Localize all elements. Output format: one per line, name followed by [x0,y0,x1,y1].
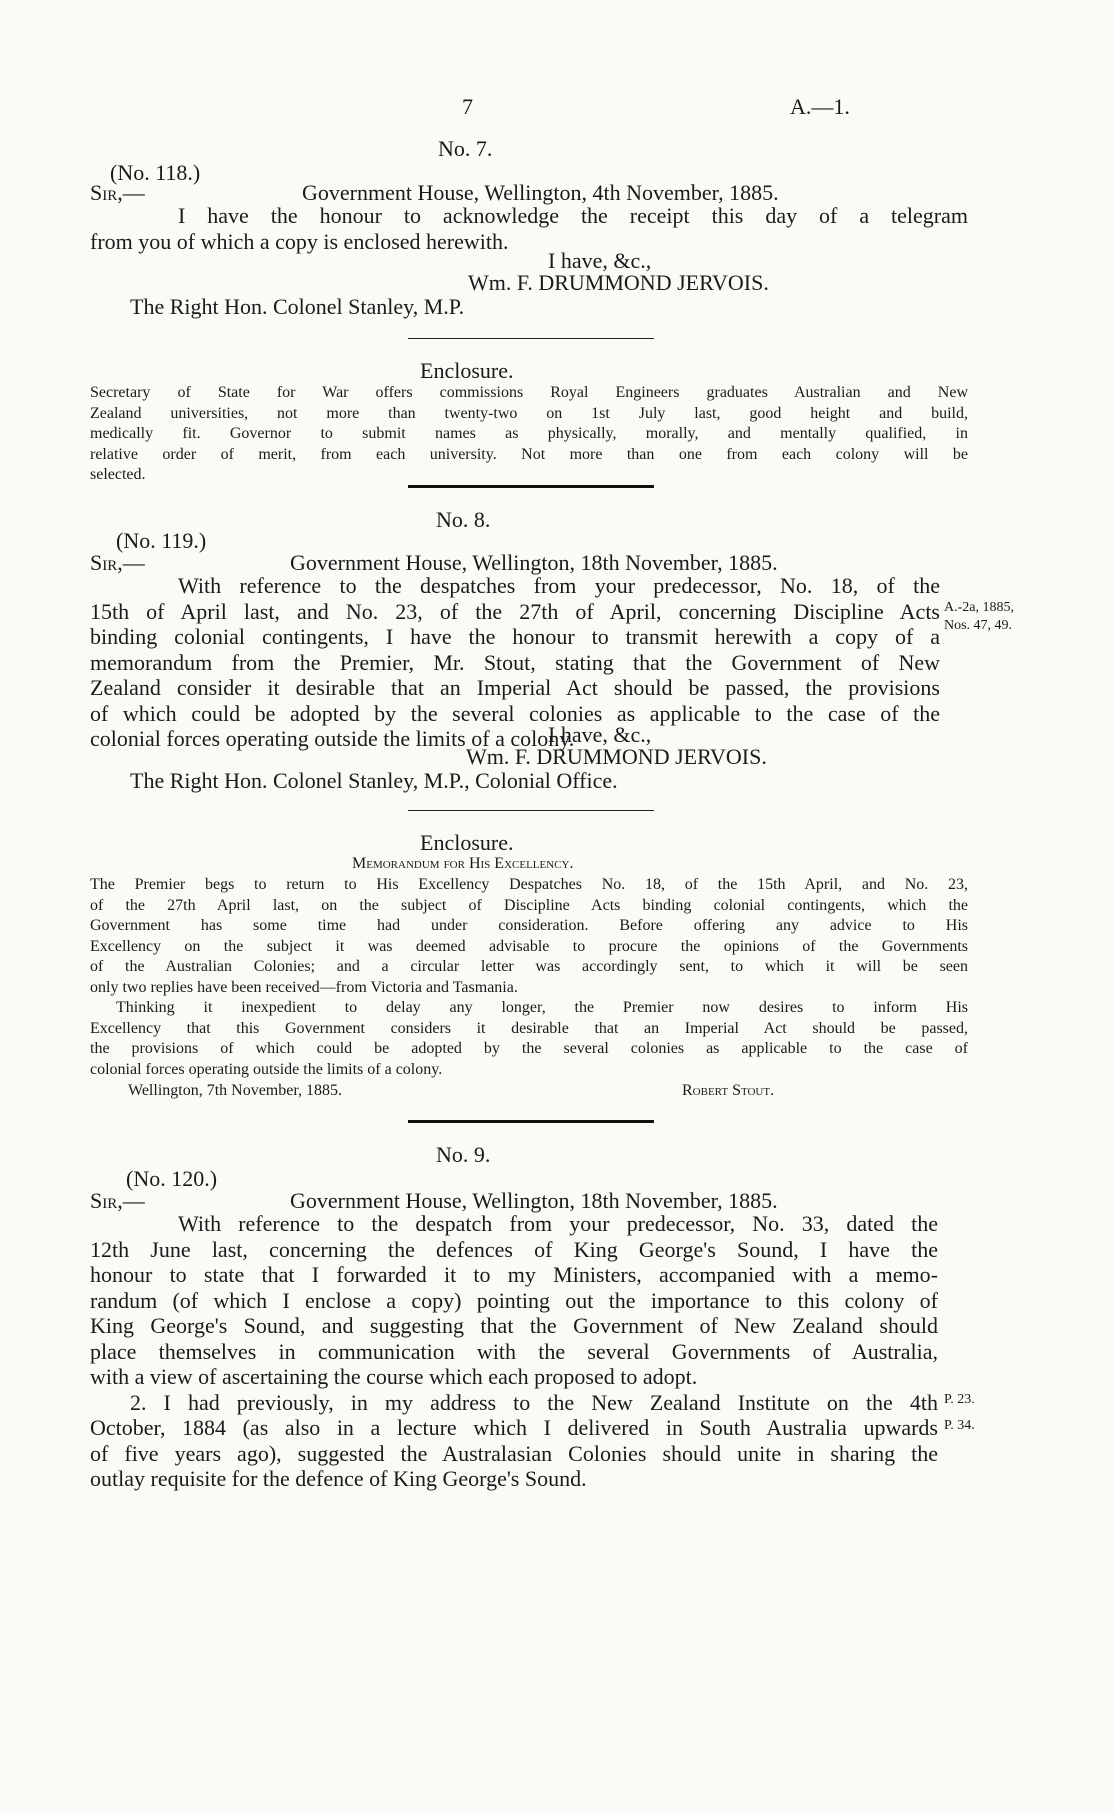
enclosure-line: selected. [90,466,146,483]
body-line: place themselves in communication with the several Governments of Australia, [90,1338,938,1364]
signature: Wm. F. DRUMMOND JERVOIS. [466,744,767,769]
body-line: 12th June last, concerning the defences of King George's Sound, I have the [90,1236,938,1262]
margin-note: P. 34. [944,1418,975,1433]
salutation: Sir,— [90,550,145,575]
memorandum-line: of the 27th April last, on the subject of Discipline Acts binding colonial contingents, which the [90,896,968,914]
dispatch-ref: (No. 118.) [110,160,201,185]
body-line: binding colonial contingents, I have the honour to transmit herewith a copy of a [90,624,940,649]
dispatch-body [90,203,968,254]
memorandum-line: The Premier begs to return to His Excellency Despatches No. 18, of the 15th April, and No. 23, [90,876,968,893]
document-series: A.—1. [790,94,850,119]
divider [408,810,654,811]
body-line: of five years ago), suggested the Australasian Colonies should unite in sharing the [90,1440,938,1466]
body-line: King George's Sound, and suggesting that the Government of New Zealand should [90,1313,938,1338]
body-line: of which could be adopted by the several colonies as applicable to the case of the [90,700,940,726]
body-line: I have the honour to acknowledge the receipt this day of a telegram [178,203,968,228]
body-line: 2. I had previously, in my address to the New Zealand Institute on the 4th [130,1389,938,1415]
page-number: 7 [462,94,473,119]
dispatch-ref: (No. 120.) [126,1166,218,1191]
memorandum-text [90,875,968,1080]
body-line: colonial forces operating outside the limits of a colony. [90,726,575,751]
place-date: Government House, Wellington, 18th November, 1885. [290,1188,778,1213]
dispatch-body [90,1211,938,1492]
memorandum-line: of the Australian Colonies; and a circular letter was accordingly sent, to which it will be seen [90,958,968,975]
dispatch-number: No. 8. [436,507,491,532]
body-line: outlay requisite for the defence of King George's Sound. [90,1466,587,1491]
signature: Wm. F. DRUMMOND JERVOIS. [468,270,769,295]
dispatch-number: No. 9. [436,1142,491,1167]
body-line: with a view of ascertaining the course which each proposed to adopt. [90,1364,698,1389]
body-line: October, 1884 (as also in a lecture which I delivered in South Australia upwards [90,1415,938,1440]
enclosure-line: relative order of merit, from each university. Not more than one from each colony will be [90,445,968,463]
body-line: With reference to the despatches from your predecessor, No. 18, of the [178,573,940,598]
enclosure-title: Enclosure. [420,830,514,855]
memorandum-line: Thinking it inexpedient to delay any longer, the Premier now desires to inform His [116,999,968,1016]
memorandum-line: Excellency on the subject it was deemed advisable to procure the opinions of the Governments [90,937,968,955]
body-line: honour to state that I forwarded it to my Ministers, accompanied with a memo- [90,1262,938,1287]
salutation: Sir,— [90,1188,145,1213]
memorandum-line: colonial forces operating outside the limits of a colony. [90,1060,443,1078]
memorandum-line: Excellency that this Government considers it desirable that an Imperial Act should be passed, [90,1019,968,1037]
body-line: Zealand consider it desirable that an Imperial Act should be passed, the provisions [90,675,940,700]
dispatch-body [90,573,940,752]
place-date: Government House, Wellington, 4th November, 1885. [302,180,779,205]
place-date: Government House, Wellington, 18th November, 1885. [290,550,778,575]
closing: I have, &c., [548,722,652,747]
body-line: 15th of April last, and No. 23, of the 27th of April, concerning Discipline Acts [90,598,940,624]
enclosure-line: medically fit. Governor to submit names as physically, morally, and mentally qualified, in [90,425,968,442]
enclosure-line: Zealand universities, not more than twenty-two on 1st July last, good height and build, [90,404,968,422]
salutation: Sir,— [90,180,145,205]
memorandum-line: only two replies have been received—from Victoria and Tasmania. [90,978,518,996]
memorandum-signature: Robert Stout. [682,1082,775,1099]
margin-note: A.-2a, 1885, [944,600,1014,615]
memorandum-title: Memorandum for His Excellency. [352,855,574,872]
margin-note: Nos. 47, 49. [944,618,1013,633]
addressee: The Right Hon. Colonel Stanley, M.P. [130,294,465,319]
memorandum-line: the provisions of which could be adopted by the several colonies as applicable to the case of [90,1040,968,1057]
divider [408,1120,654,1123]
closing: I have, &c., [548,248,652,273]
body-line: memorandum from the Premier, Mr. Stout, stating that the Government of New [90,649,940,675]
divider [408,338,654,339]
dispatch-number: No. 7. [438,136,493,161]
enclosure-text [90,383,968,486]
memorandum-place-date: Wellington, 7th November, 1885. [128,1082,343,1099]
body-line: from you of which a copy is enclosed herewith. [90,228,509,254]
memorandum-line: Government has some time had under consideration. Before offering any advice to His [90,917,968,934]
body-line: randum (of which I enclose a copy) pointing out the importance to this colony of [90,1287,938,1313]
divider [408,485,654,488]
enclosure-title: Enclosure. [420,358,514,383]
body-line: With reference to the despatch from your predecessor, No. 33, dated the [178,1211,938,1236]
addressee: The Right Hon. Colonel Stanley, M.P., Colonial Office. [130,768,618,793]
enclosure-line: Secretary of State for War offers commissions Royal Engineers graduates Australian and New [90,384,968,401]
margin-note: P. 23. [944,1392,975,1407]
dispatch-ref: (No. 119.) [116,528,207,553]
